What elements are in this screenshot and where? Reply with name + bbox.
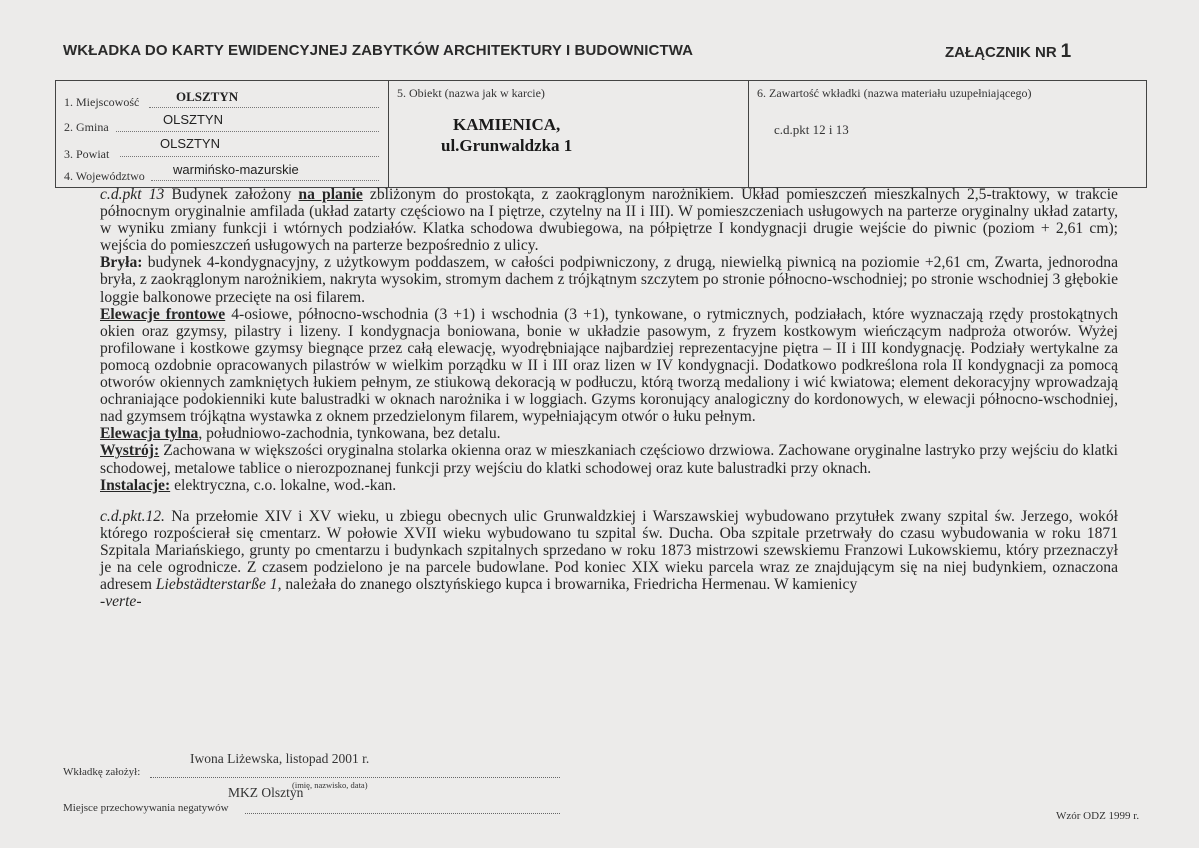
identification-box — [55, 80, 1147, 188]
paragraph-ref: c.d.pkt.12. — [100, 507, 165, 525]
voivodeship-line — [151, 180, 379, 181]
paragraph-text: 4-osiowe, północno-wschodnia (3 +1) i wschodnia (3 +1), tynkowane, o rytmicznych, podziałach, które wyznaczają rzędy prostokątnych okien oraz gzymsy, pilastry i lizeny. I kondygnacja boniowana, bonie w układzie pasowym, z fryzem kostkowym wieńczącym nadproża otworów. Wyżej profilowane i kostkowe gzymsy biegnące przez całą elewację, wyodrębniające najbardziej reprezentacyjne piętra – II i III kondygnację. Podziały wertykalne za pomocą ozdobnie opracowanych pilastrów w wielkim porządku w II i III oraz lizen w IV kondygnacji. Dodatkowo podkreślona rola II kondygnacji za pomocą otworów okiennych zamkniętych łukiem pełnym, ze stiukową dekoracją w podłuczu, którą tworzą medaliony i wić kwiatowa; element dekoracyjny wprowadzają ochraniające podokienniki kute balustradki w oknach narożnika i w loggiach. Gzyms koronujący analogiczny do kordonowych, w elewacji północno-wschodniej, nad gzymsem trójkątna wystawka z oknem przedzielonym filarem, wypełniającym otwór o łuku pełnym. — [100, 305, 1118, 426]
annex-label — [945, 41, 1071, 63]
paragraph-installations — [100, 477, 1118, 494]
contents-label: 6. Zawartość wkładki (nazwa materiału uzupełniającego) — [757, 86, 1032, 100]
voivodeship-label: 4. Województwo — [64, 169, 145, 183]
voivodeship-value: warmińsko-mazurskie — [173, 162, 299, 177]
paragraph-text: Na przełomie XIV i XV wieku, u zbiegu obecnych ulic Grunwaldzkiej i Warszawskiej wybudowano przytułek zwany szpital św. Jerzego, wokół którego rozpościerał się cmentarz. W połowie XVII wieku wybudowano tu szpital św. Ducha. Oba szpitale przetrwały do czasu wybudowania w roku 1871 Szpitala Mariańskiego, grunty po cmentarzu i budynkach szpitalnych sprzedano w roku 1873 mistrzowi szewskiemu Franzowi Lukowskiemu, który przeznaczył je na cele ogrodnicze. Z czasem podzielono je na parcele budowlane. Pod koniec XIX wieku parcela wraz ze znajdującym się na niej budynkiem, oznaczona adresem — [100, 507, 1118, 594]
commune-value: OLSZTYN — [163, 112, 223, 127]
storage-line — [245, 813, 560, 814]
commune-line — [116, 131, 379, 132]
locality-value: OLSZTYN — [176, 89, 239, 104]
object-name-line2: ul.Grunwaldzka 1 — [441, 136, 573, 155]
paragraph-rear-elevation — [100, 425, 1118, 442]
contents-column — [749, 81, 1146, 187]
paragraph-front-elevations — [100, 306, 1118, 426]
paragraph-text: , południowo-zachodnia, tynkowana, bez detalu. — [198, 425, 501, 443]
paragraph-interior — [100, 442, 1118, 476]
location-column — [56, 81, 389, 187]
paragraph-label: Bryła: — [100, 254, 143, 272]
annex-number: 1 — [1060, 41, 1072, 62]
object-column — [389, 81, 749, 187]
form-model: Wzór ODZ 1999 r. — [1056, 810, 1140, 822]
paragraph-gap — [100, 494, 1118, 508]
county-label: 3. Powiat — [64, 147, 110, 161]
verte-note: -verte- — [100, 593, 142, 611]
paragraph-text: zbliżonym do prostokąta, z zaokrąglonym narożnikiem. Układ pomieszczeń mieszkalnych 2,5-traktowy, w trakcie północnym oryginalnie amfilada (układ zatarty częściowo na I piętrze, czytelny na II i III). W pomieszczeniach usługowych na parterze oryginalny układ zatarty, w wyniku zmiany funkcji i wtórnych podziałów. Klatka schodowa dwubiegowa, na półpiętrze I kondygnacji drugie wejście do piwnic (poziom + 2,61 cm); wejścia do pomieszczeń usługowych na parterze bezpośrednio z ulicy. — [100, 186, 1118, 255]
county-line — [120, 156, 379, 157]
paragraph-label: Instalacje: — [100, 476, 171, 494]
annex-label-text: ZAŁĄCZNIK NR — [945, 44, 1057, 61]
paragraph-label: Elewacje frontowe — [100, 305, 226, 323]
storage-value: MKZ Olsztyn — [228, 785, 304, 800]
document-title: WKŁADKA DO KARTY EWIDENCYJNEJ ZABYTKÓW ARCHITEKTURY I BUDOWNICTWA — [63, 42, 694, 59]
paragraph-label: Elewacja tylna — [100, 425, 199, 443]
paragraph-text: elektryczna, c.o. lokalne, wod.-kan. — [170, 476, 397, 494]
locality-line — [149, 107, 379, 108]
commune-label: 2. Gmina — [64, 120, 109, 134]
description-text — [100, 186, 1118, 610]
storage-label: Miejsce przechowywania negatywów — [63, 802, 229, 814]
paragraph-text: należała do znanego olsztyńskiego kupca i browarnika, Friedricha Hermenau. W kamienicy — [281, 576, 858, 594]
object-name — [441, 114, 572, 156]
paragraph-plan — [100, 186, 1118, 254]
object-label: 5. Obiekt (nazwa jak w karcie) — [397, 86, 545, 100]
paragraph-history — [100, 508, 1118, 593]
name-date-hint: (imię, nazwisko, data) — [292, 780, 368, 790]
insert-line — [150, 777, 560, 778]
contents-value: c.d.pkt 12 i 13 — [774, 122, 849, 137]
paragraph-label: na planie — [298, 186, 363, 203]
insert-label: Wkładkę założył: — [63, 766, 141, 778]
paragraph-text: Zachowana w większości oryginalna stolarka okienna oraz w mieszkaniach częściowo drzwiowa. Zachowane oryginalne lastryko przy wejściu do klatki schodowej, metalowe tablice o nierozpoznanej funkcji przy wejściu do klatki schodowej oraz kute balustradki przy oknach. — [100, 442, 1118, 477]
paragraph-text: Budynek założony — [164, 186, 299, 203]
paragraph-text: budynek 4-kondygnacyjny, z użytkowym poddaszem, w całości podpiwniczony, z drugą, niewielką piwnicą na poziomie +2,61 cm, Zwarta, jednorodna bryła, z zaokrąglonym narożnikiem, nakryta wysokim, stromym dachem z trójkątnym szczytem po stronie północno-wschodniej; po stronie wschodniej 3 głębokie loggie balkonowe przecięte na osi filarem. — [100, 254, 1118, 306]
county-value: OLSZTYN — [160, 136, 220, 151]
object-name-line1: KAMIENICA, — [453, 115, 561, 134]
paragraph-massing — [100, 254, 1118, 305]
author-signature: Iwona Liżewska, listopad 2001 r. — [190, 751, 370, 766]
street-name: Liebstädterstarße 1, — [155, 576, 282, 594]
paragraph-ref: c.d.pkt 13 — [100, 186, 165, 203]
paragraph-label: Wystrój: — [100, 442, 160, 460]
locality-label: 1. Miejscowość — [64, 95, 140, 109]
